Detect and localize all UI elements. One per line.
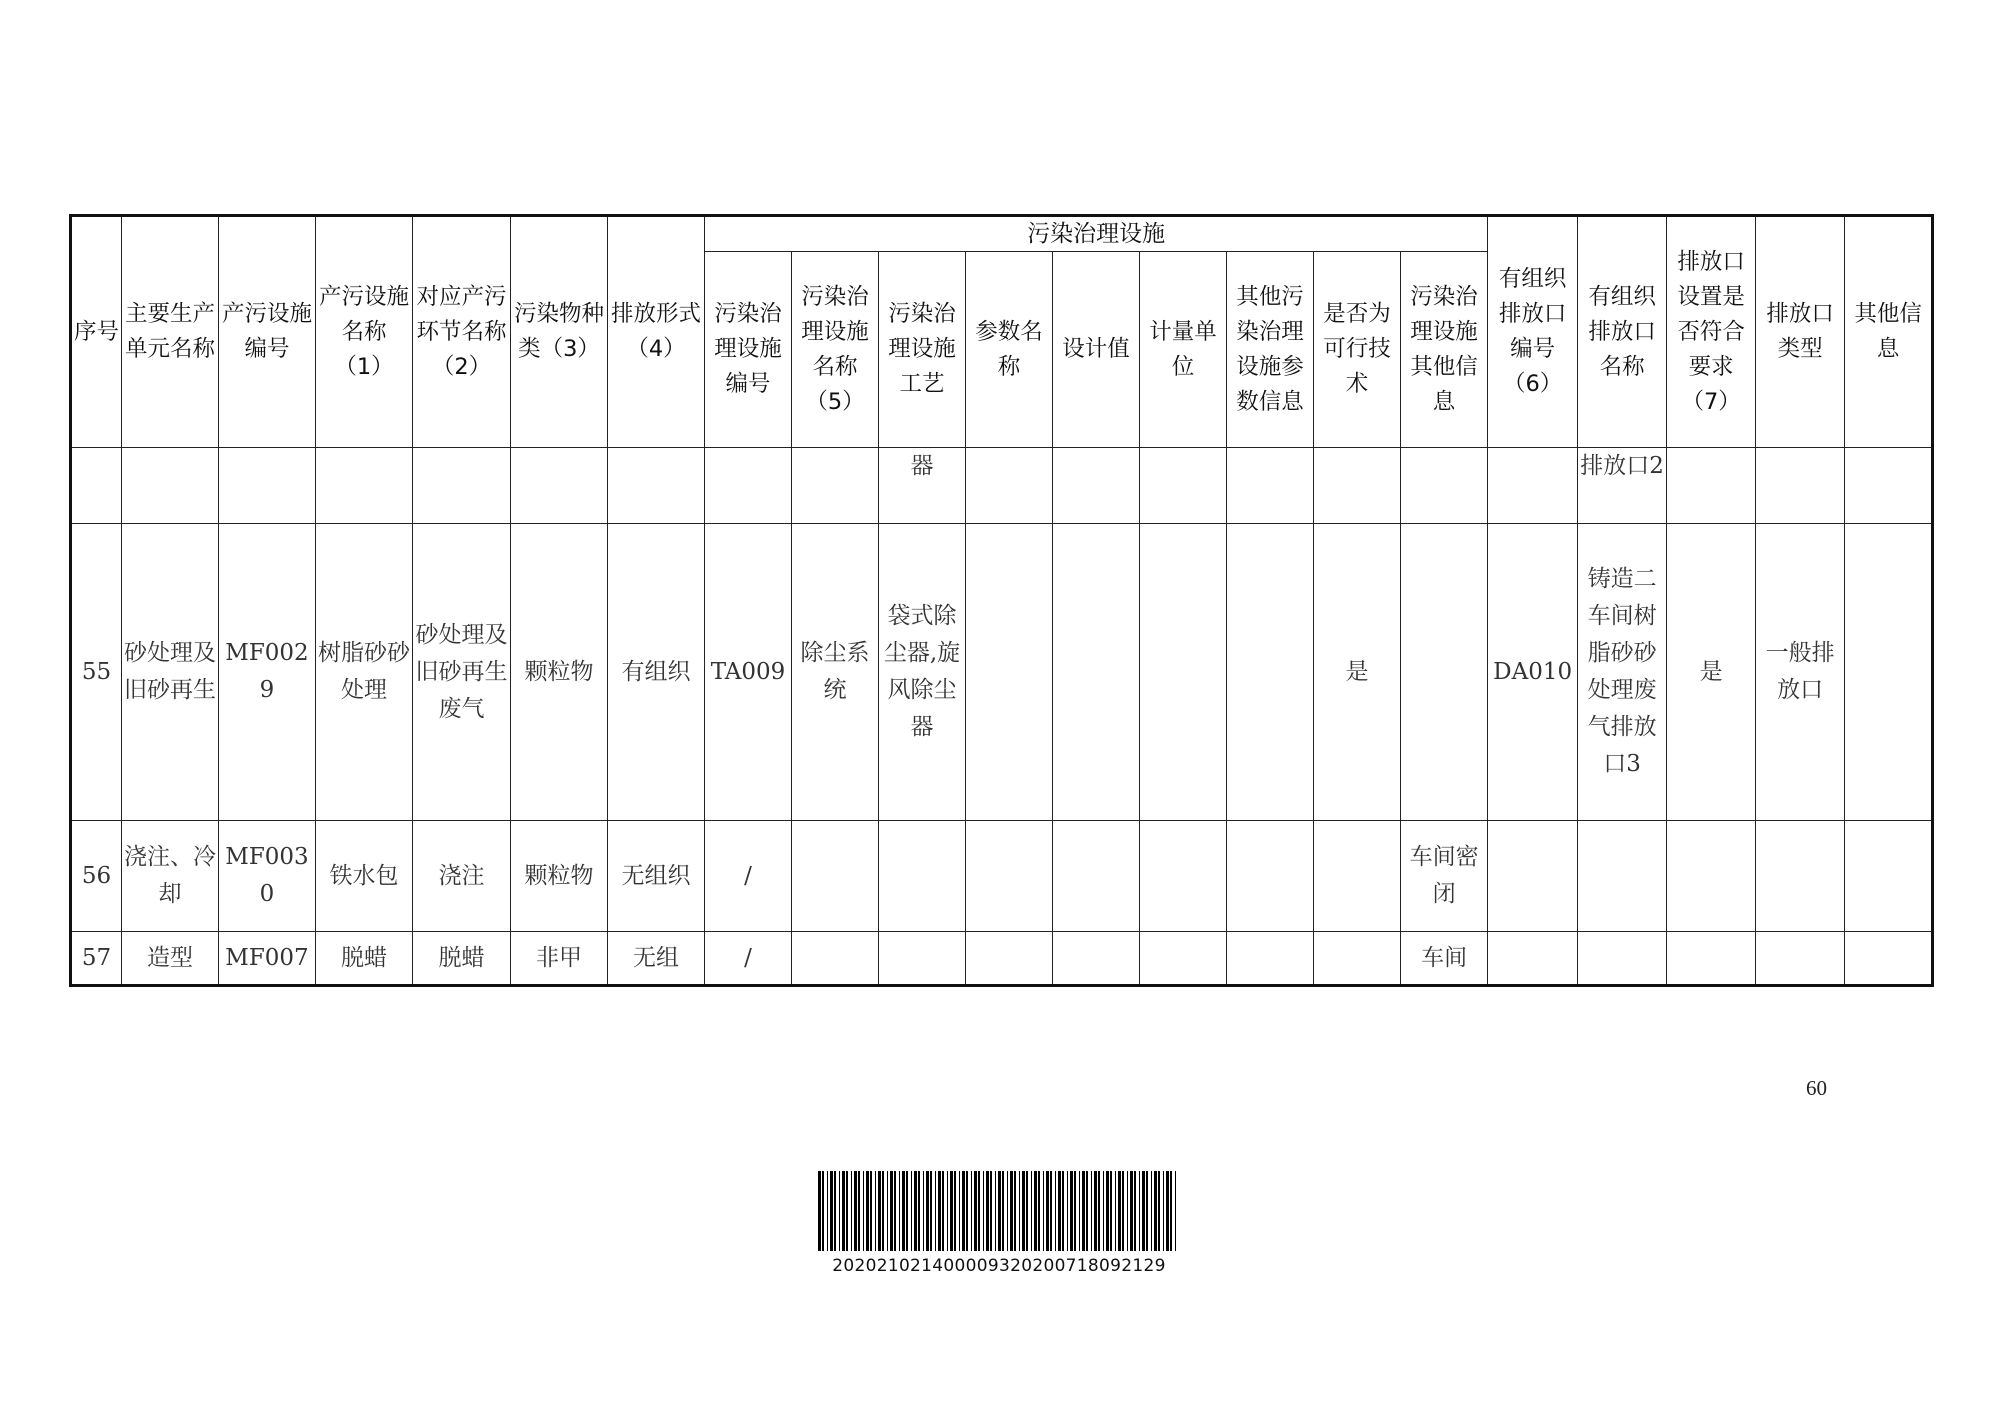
- table-cell: [219, 448, 316, 524]
- table-cell: [1140, 448, 1227, 524]
- table-cell: [608, 448, 705, 524]
- cell-text: 车间密闭: [1409, 844, 1479, 907]
- table-cell: [316, 448, 413, 524]
- cell-text: /: [744, 944, 752, 971]
- cell-text: 器: [910, 453, 934, 479]
- table-cell: [1314, 932, 1401, 986]
- cell-text: 砂处理及旧砂再生废气: [415, 621, 508, 722]
- table-cell: [608, 524, 705, 821]
- header-cell: 有组织排放口编号（6）: [1488, 216, 1578, 448]
- table-cell: [705, 524, 792, 821]
- emission-table: [69, 214, 1934, 987]
- cell-text: 有组织: [621, 658, 691, 685]
- header-cell: 其他信息: [1845, 216, 1933, 448]
- cell-text: 造型: [147, 944, 193, 971]
- table-cell: [1140, 932, 1227, 986]
- barcode-image: [818, 1171, 1180, 1251]
- table-cell: [1227, 932, 1314, 986]
- header-cell: 污染治理设施编号: [705, 252, 792, 448]
- table-cell: [1401, 821, 1488, 932]
- table-cell: [122, 821, 219, 932]
- table-cell: [1053, 821, 1140, 932]
- header-cell: 污染物种类（3）: [511, 216, 608, 448]
- table-cell: [966, 524, 1053, 821]
- table-cell: [879, 524, 966, 821]
- table-cell: [966, 448, 1053, 524]
- table-cell: [1667, 448, 1756, 524]
- table-cell: [966, 932, 1053, 986]
- header-cell: 是否为可行技术: [1314, 252, 1401, 448]
- table-cell: [1756, 821, 1845, 932]
- table-cell: [1227, 448, 1314, 524]
- cell-text: 非甲: [536, 944, 582, 971]
- table-cell: [792, 932, 879, 986]
- cell-text: 除尘系统: [800, 640, 870, 703]
- group-header-pollution-control: 污染治理设施: [705, 216, 1488, 252]
- cell-text: MF0029: [225, 640, 309, 703]
- cell-text: DA010: [1493, 658, 1573, 685]
- header-cell: 污染治理设施名称（5）: [792, 252, 879, 448]
- table-cell: [1314, 524, 1401, 821]
- table-cell: [1578, 524, 1667, 821]
- table-cell: [1578, 448, 1667, 524]
- table-cell: [1756, 524, 1845, 821]
- table-cell: [71, 932, 122, 986]
- table-cell: [1227, 821, 1314, 932]
- header-cell: 排放口设置是否符合要求（7）: [1667, 216, 1756, 448]
- cell-text: 铸造二车间树脂砂砂处理废气排放口3: [1587, 566, 1657, 777]
- table-cell: [1578, 932, 1667, 986]
- table-cell: [705, 448, 792, 524]
- cell-text: 脱蜡: [438, 944, 485, 971]
- cell-text: TA009: [710, 658, 786, 685]
- cell-text: 一般排放口: [1765, 640, 1835, 703]
- table-cell: [511, 524, 608, 821]
- table-cell: [1578, 821, 1667, 932]
- header-cell: 对应产污环节名称（2）: [413, 216, 511, 448]
- header-cell: 产污设施编号: [219, 216, 316, 448]
- table-cell: [879, 448, 966, 524]
- table-cell: [1488, 524, 1578, 821]
- table-cell: [511, 448, 608, 524]
- table-cell: [792, 524, 879, 821]
- cell-text: 车间: [1421, 944, 1468, 971]
- table-cell: [1140, 821, 1227, 932]
- cell-text: 是: [1699, 658, 1723, 685]
- header-cell: 参数名称: [966, 252, 1053, 448]
- header-cell: 主要生产单元名称: [122, 216, 219, 448]
- cell-text: 袋式除尘器,旋风除尘器: [883, 603, 961, 740]
- table-cell: [705, 821, 792, 932]
- table-cell: [511, 932, 608, 986]
- table-cell: [413, 932, 511, 986]
- table-cell: [316, 524, 413, 821]
- table-cell: [71, 448, 122, 524]
- table-cell: [71, 524, 122, 821]
- table-cell: [1667, 524, 1756, 821]
- table-row: [71, 448, 1933, 524]
- table-cell: [1401, 524, 1488, 821]
- table-cell: [122, 448, 219, 524]
- cell-text: 57: [81, 944, 112, 971]
- cell-text: 排放口2: [1580, 453, 1664, 479]
- table-cell: [316, 821, 413, 932]
- table-cell: [219, 932, 316, 986]
- header-cell: 序号: [71, 216, 122, 448]
- cell-text: 56: [81, 862, 112, 889]
- header-cell: 排放口类型: [1756, 216, 1845, 448]
- table-cell: [1845, 448, 1933, 524]
- cell-text: 浇注、冷却: [124, 844, 216, 907]
- table-row: [71, 932, 1933, 986]
- table-cell: [879, 821, 966, 932]
- header-cell: 排放形式（4）: [608, 216, 705, 448]
- table-cell: [1667, 821, 1756, 932]
- table-cell: [1227, 524, 1314, 821]
- table-cell: [608, 821, 705, 932]
- table-cell: [1756, 448, 1845, 524]
- table-row: [71, 821, 1933, 932]
- header-cell: 污染治理设施其他信息: [1401, 252, 1488, 448]
- table-cell: [1053, 932, 1140, 986]
- cell-text: 浇注: [438, 862, 485, 889]
- cell-text: 55: [81, 658, 112, 685]
- header-cell: 设计值: [1053, 252, 1140, 448]
- table-cell: [1845, 821, 1933, 932]
- table-cell: [219, 524, 316, 821]
- table-cell: [413, 448, 511, 524]
- table-cell: [879, 932, 966, 986]
- cell-text: 是: [1345, 658, 1369, 685]
- table-cell: [413, 524, 511, 821]
- table-cell: [122, 524, 219, 821]
- cell-text: 脱蜡: [341, 944, 387, 971]
- cell-text: 树脂砂砂处理: [318, 640, 410, 703]
- cell-text: MF0030: [225, 844, 309, 907]
- table-cell: [1314, 448, 1401, 524]
- table-row: [71, 524, 1933, 821]
- table-cell: [1401, 448, 1488, 524]
- table-cell: [705, 932, 792, 986]
- table-cell: [608, 932, 705, 986]
- cell-text: 铁水包: [329, 862, 399, 889]
- barcode-number: 202021021400009320200718092129: [832, 1256, 1166, 1276]
- table-cell: [1667, 932, 1756, 986]
- table-cell: [1140, 524, 1227, 821]
- table-cell: [1488, 932, 1578, 986]
- table-cell: [966, 821, 1053, 932]
- cell-text: 无组: [633, 944, 679, 971]
- table-cell: [792, 821, 879, 932]
- table-cell: [1845, 524, 1933, 821]
- table-header: [71, 216, 1933, 448]
- table-cell: [122, 932, 219, 986]
- header-cell: 有组织排放口名称: [1578, 216, 1667, 448]
- table-cell: [71, 821, 122, 932]
- table-body: [71, 448, 1933, 986]
- table-cell: [219, 821, 316, 932]
- table-cell: [1488, 821, 1578, 932]
- header-cell: 其他污染治理设施参数信息: [1227, 252, 1314, 448]
- emission-table-container: [69, 214, 1931, 987]
- table-cell: [316, 932, 413, 986]
- cell-text: 无组织: [621, 862, 691, 889]
- cell-text: 砂处理及旧砂再生: [124, 640, 216, 703]
- header-cell: 污染治理设施工艺: [879, 252, 966, 448]
- table-cell: [792, 448, 879, 524]
- cell-text: 颗粒物: [524, 862, 594, 889]
- table-cell: [1401, 932, 1488, 986]
- cell-text: /: [744, 862, 752, 889]
- header-cell: 产污设施名称（1）: [316, 216, 413, 448]
- table-cell: [1314, 821, 1401, 932]
- table-cell: [1053, 524, 1140, 821]
- header-cell: 计量单位: [1140, 252, 1227, 448]
- table-cell: [413, 821, 511, 932]
- cell-text: MF007: [225, 944, 309, 971]
- table-cell: [1488, 448, 1578, 524]
- table-cell: [1053, 448, 1140, 524]
- table-cell: [1845, 932, 1933, 986]
- table-cell: [1756, 932, 1845, 986]
- cell-text: 颗粒物: [524, 658, 594, 685]
- page-number: 60: [1806, 1076, 1827, 1100]
- header-row-group: [71, 216, 1933, 252]
- table-cell: [511, 821, 608, 932]
